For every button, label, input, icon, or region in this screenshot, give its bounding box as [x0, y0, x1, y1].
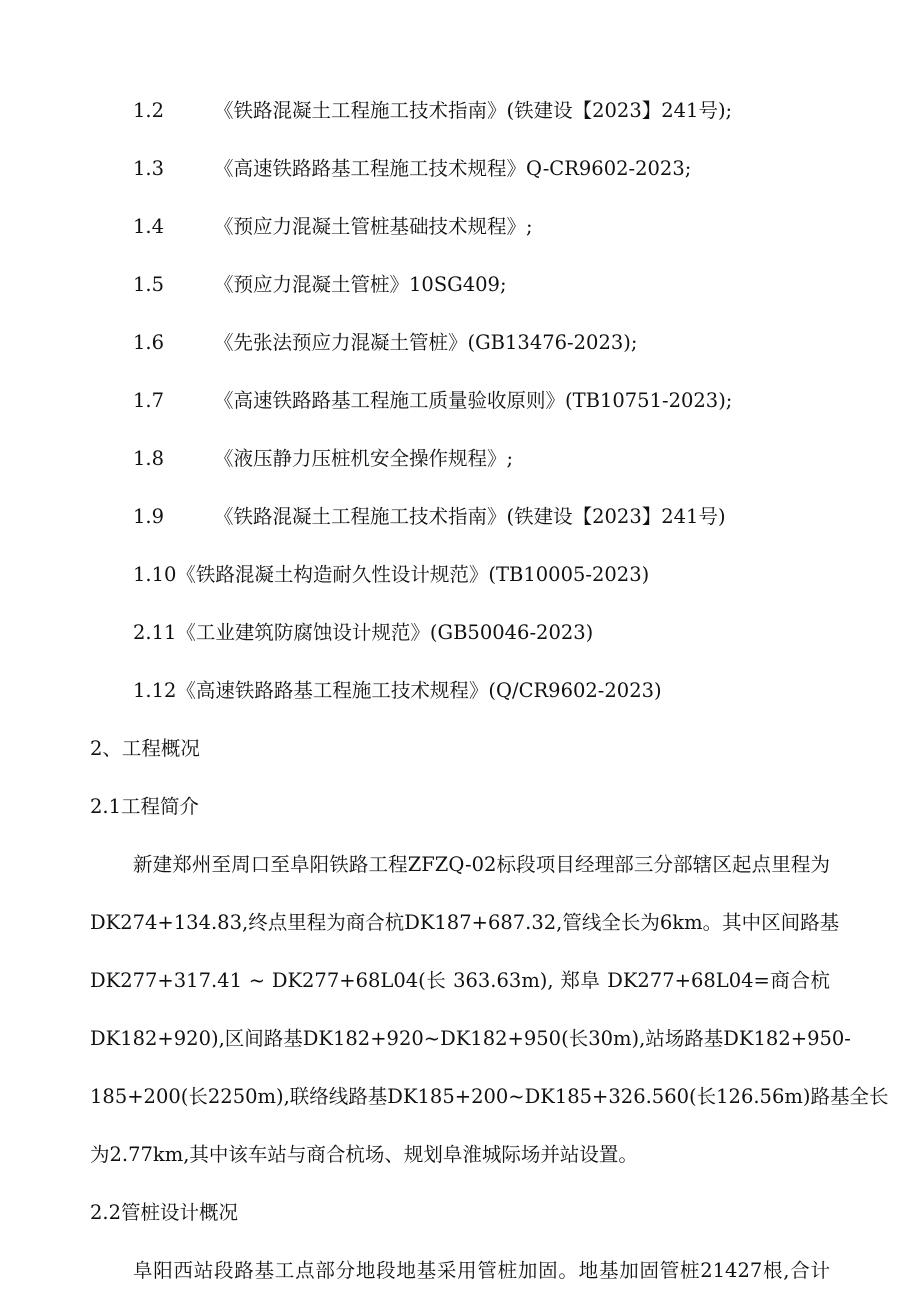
subsection-heading: 2.2管桩设计概况 [90, 1201, 239, 1224]
reference-number: 1.3 [133, 157, 165, 180]
reference-item: 1.12《高速铁路路基工程施工技术规程》(Q/CR9602-2023) [133, 679, 662, 702]
section-heading: 2、工程概况 [90, 737, 200, 760]
reference-title: 《预应力混凝土管桩基础技术规程》; [214, 215, 533, 238]
paragraph-line: 新建郑州至周口至阜阳铁路工程ZFZQ-02标段项目经理部三分部辖区起点里程为 [133, 853, 830, 876]
reference-title: 《先张法预应力混凝土管桩》(GB13476-2023); [214, 331, 638, 354]
paragraph-line: 185+200(长2250m),联络线路基DK185+200~DK185+326.560(长126.56m)路基全长 [90, 1085, 889, 1108]
paragraph-line: DK274+134.83,终点里程为商合杭DK187+687.32,管线全长为6km。其中区间路基 [90, 911, 840, 934]
reference-number: 1.6 [133, 331, 165, 354]
paragraph-line: DK182+920),区间路基DK182+920~DK182+950(长30m),站场路基DK182+950- [90, 1027, 851, 1050]
reference-item: 1.10《铁路混凝土构造耐久性设计规范》(TB10005-2023) [133, 563, 650, 586]
reference-item: 2.11《工业建筑防腐蚀设计规范》(GB50046-2023) [133, 621, 594, 644]
paragraph-line: DK277+317.41 ~ DK277+68L04(长 363.63m), 郑阜 DK277+68L04=商合杭 [90, 969, 830, 992]
reference-number: 1.4 [133, 215, 165, 238]
reference-title: 《液压静力压桩机安全操作规程》; [214, 447, 514, 470]
reference-number: 1.9 [133, 505, 165, 528]
reference-number: 1.5 [133, 273, 165, 296]
reference-number: 1.7 [133, 389, 165, 412]
reference-number: 1.8 [133, 447, 165, 470]
reference-title: 《铁路混凝土工程施工技术指南》(铁建设【2023】241号) [214, 505, 726, 528]
reference-title: 《高速铁路路基工程施工技术规程》Q-CR9602-2023; [214, 157, 692, 180]
paragraph-line: 为2.77km,其中该车站与商合杭场、规划阜淮城际场并站设置。 [90, 1143, 638, 1166]
reference-number: 1.2 [133, 99, 165, 122]
paragraph-line: 阜阳西站段路基工点部分地段地基采用管桩加固。地基加固管桩21427根,合计 [133, 1259, 830, 1282]
reference-title: 《预应力混凝土管桩》10SG409; [214, 273, 507, 296]
reference-title: 《铁路混凝土工程施工技术指南》(铁建设【2023】241号); [214, 99, 733, 122]
reference-title: 《高速铁路路基工程施工质量验收原则》(TB10751-2023); [214, 389, 733, 412]
subsection-heading: 2.1工程简介 [90, 795, 200, 818]
